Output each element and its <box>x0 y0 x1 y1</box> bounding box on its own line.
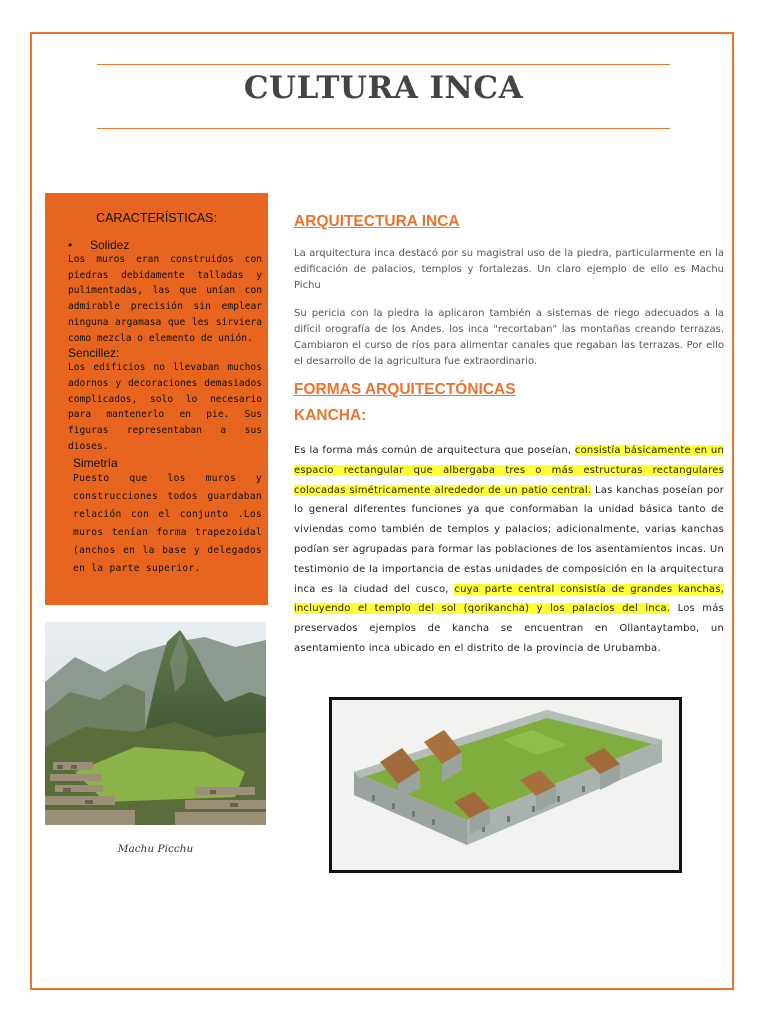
arquitectura-heading: ARQUITECTURA INCA <box>294 213 460 230</box>
arquitectura-paragraph-2: Su pericia con la piedra la aplicaron también a sistemas de riego adecuados a la difícil orografía de los Andes. los inca "recortaban" las montañas creando terrazas. Cambiaron el curso de ríos para alimentar canales que regaban las terrazas. Por ello el desarrollo de la agricultura fue extraordinario. <box>294 308 724 367</box>
characteristics-sidebar <box>45 193 268 605</box>
kancha-highlight-1: consistía básicamente en un espacio rectangular que albergaba tres o más estructuras rectangulares colocadas simétricamente alrededor de un patio central. <box>294 445 724 496</box>
kancha-heading: KANCHA: <box>294 407 367 424</box>
arquitectura-paragraph-1: La arquitectura inca destacó por su magistral uso de la piedra, particularmente en la edificación de palacios, templos y fortalezas. Un claro ejemplo de ello es Machu Pichu <box>294 248 724 291</box>
kancha-highlight-2: cuya parte central consistía de grandes kanchas, incluyendo el templo del sol (qorikancha) y los palacios del inca. <box>294 583 724 615</box>
title-rule-top <box>97 64 670 65</box>
sidebar-heading: CARACTERÍSTICAS: <box>96 211 217 225</box>
solidez-title <box>68 238 262 252</box>
sencillez-title: Sencillez: <box>68 346 120 361</box>
title-rule-bottom <box>97 128 670 129</box>
bullet-icon: • <box>68 238 73 252</box>
formas-heading: FORMAS ARQUITECTÓNICAS <box>294 381 516 398</box>
machu-picchu-photo <box>45 622 266 825</box>
kancha-text-1: Es la forma más común de arquitectura que poseían, <box>294 445 575 456</box>
simetria-text: Puesto que los muros y construcciones todos guardaban relación con el conjunto .Los muros tenían forma trapezoidal (anchos en la base y delegados en la parte superior. <box>73 473 262 575</box>
kancha-paragraph <box>294 441 724 659</box>
solidez-label: Solidez <box>90 238 130 252</box>
kancha-text-2: Las kanchas poseían por lo general diferentes funciones ya que conformaban la unidad básica tanto de viviendas como también de templos y palacios; adicionalmente, varias kanchas podían ser agrupadas para formar las poblaciones de los asentamientos incas. Un testimonio de la importancia de estas unidades de composición en la arquitectura inca es la ciudad del cusco, <box>294 484 724 595</box>
sencillez-text: Los edificios no llevaban muchos adornos y decoraciones demasiados complicados, solo lo necesario para mantenerlo en pie. Sus figuras representaban a sus dioses. <box>68 362 262 452</box>
kancha-text-3: Los más preservados ejemplos de kancha se encuentran en Ollantaytambo, un asentamiento inca ubicado en el distrito de la provincia de Urubamba. <box>294 603 724 654</box>
simetria-title: Simetría <box>73 456 118 471</box>
solidez-text: Los muros eran construidos con piedras debidamente talladas y pulimentadas, las que unían con admirable precisión sin emplear ninguna argamasa que les sirviera como mezcla o elemento de unión. <box>68 254 262 344</box>
page-title: CULTURA INCA <box>243 70 524 106</box>
photo-caption: Machu Picchu <box>117 843 194 855</box>
kancha-illustration <box>329 697 682 873</box>
